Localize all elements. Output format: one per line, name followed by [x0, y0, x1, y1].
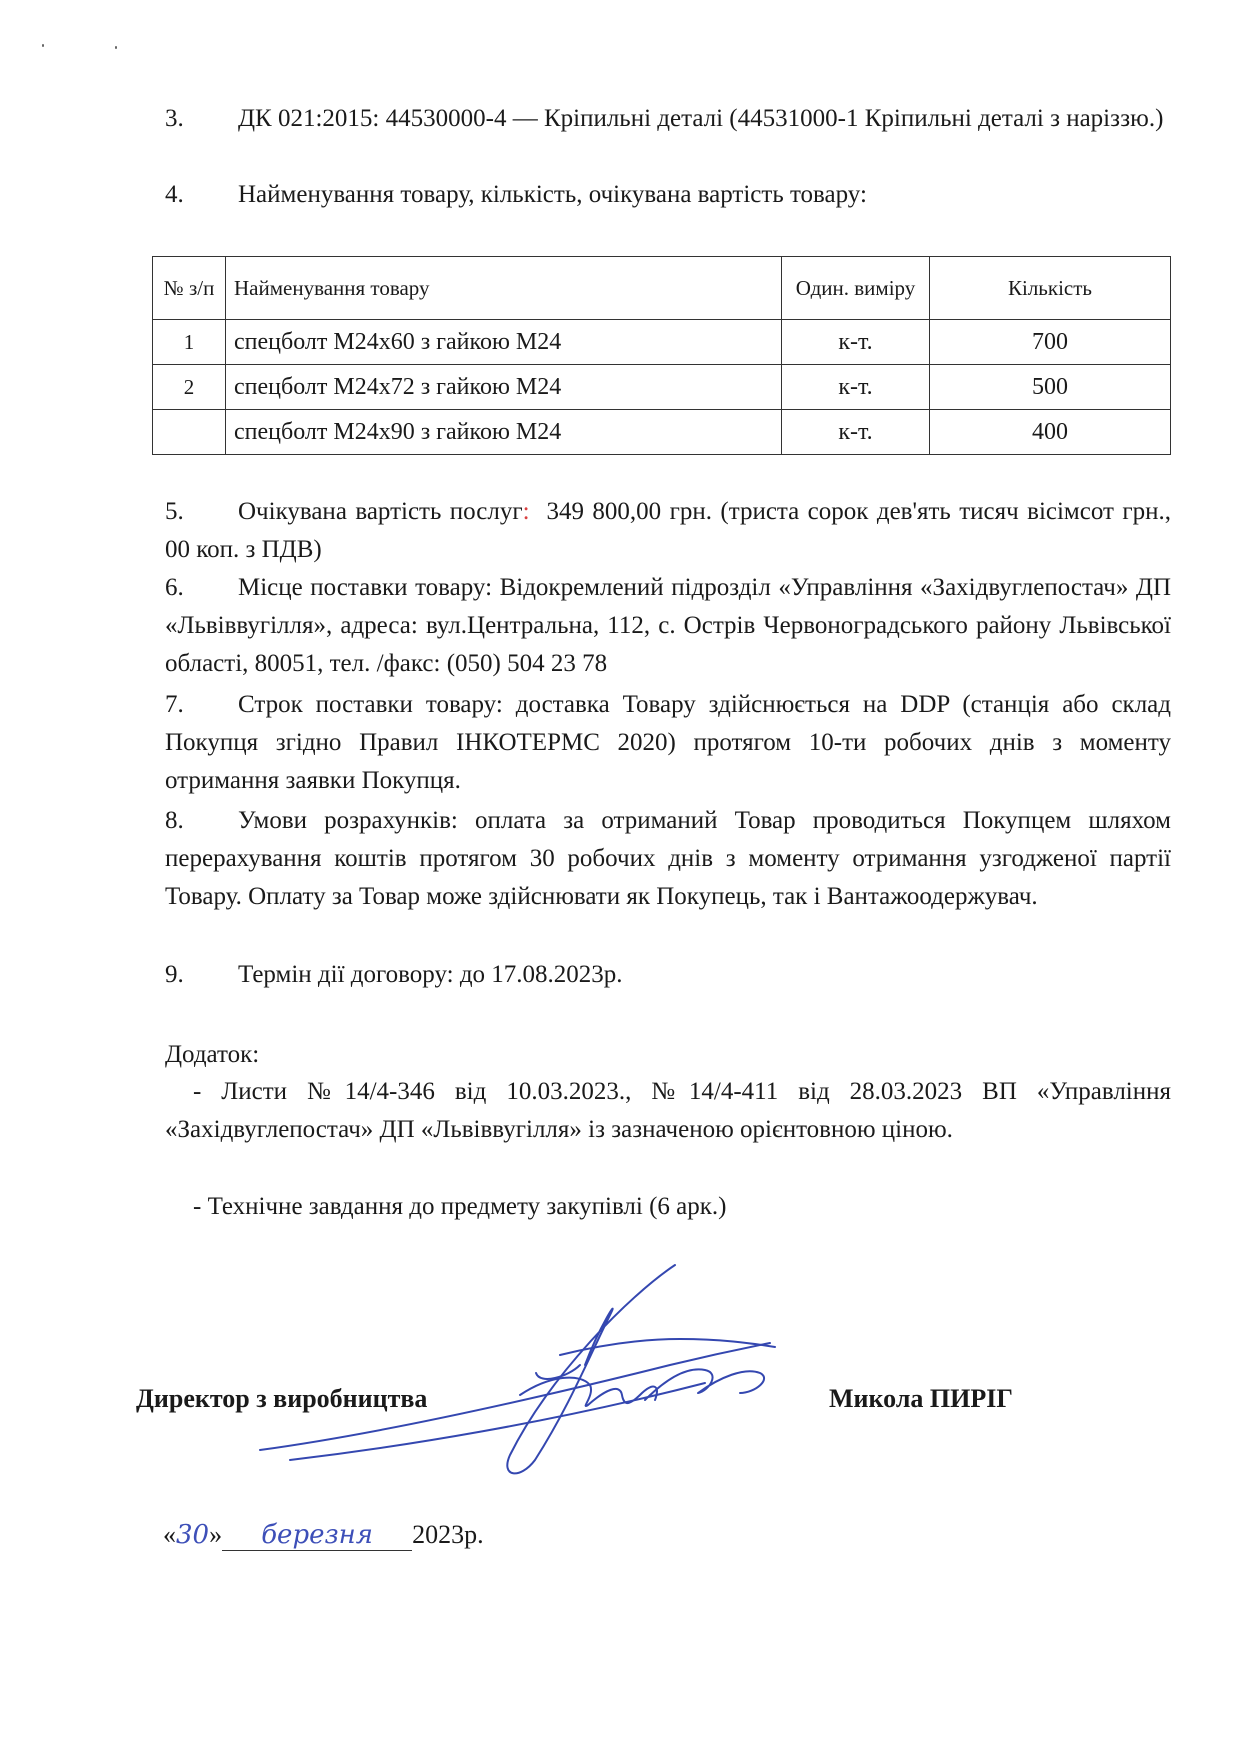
signatory-role: Директор з виробництва	[136, 1384, 428, 1413]
row-name: спецболт М24х60 з гайкою М24	[226, 320, 782, 365]
row-qty: 700	[930, 320, 1171, 365]
section-5-colon: :	[522, 498, 530, 525]
annex-item-text: - Технічне завдання до предмету закупівлі (6 арк.)	[193, 1193, 727, 1220]
row-name: спецболт М24х90 з гайкою М24	[226, 410, 782, 455]
section-number: 9.	[165, 961, 184, 988]
date-close-quote: »	[209, 1520, 223, 1549]
handwritten-signature	[250, 1255, 810, 1485]
date-year: 2023р.	[412, 1520, 484, 1549]
section-5-text: 349 800,00 грн. (триста сорок дев'ять тисяч вісімсот грн., 00 коп. з ПДВ)	[165, 498, 1172, 563]
table-row	[153, 410, 1171, 455]
header-name: Найменування товару	[226, 257, 782, 320]
date-day: 30	[176, 1520, 210, 1550]
section-5	[165, 493, 1171, 569]
section-8	[165, 802, 1171, 916]
section-3	[165, 100, 1171, 138]
header-num: № з/п	[153, 257, 226, 320]
row-num: 1	[153, 320, 226, 365]
row-num: 2	[153, 365, 226, 410]
header-unit: Один. виміру	[782, 257, 930, 320]
row-qty: 500	[930, 365, 1171, 410]
section-9-text: Термін дії договору: до 17.08.2023р.	[238, 961, 623, 988]
section-number: 7.	[165, 691, 184, 718]
annex-item	[165, 1073, 1171, 1149]
scan-speck	[42, 44, 44, 47]
row-unit: к-т.	[782, 410, 930, 455]
table-row	[153, 320, 1171, 365]
row-num	[153, 410, 226, 455]
section-5-label: Очікувана вартість послуг	[238, 498, 523, 525]
section-3-text: ДК 021:2015: 44530000-4 — Кріпильні деталі (44531000-1 Кріпильні деталі з наріззю.)	[238, 105, 1164, 132]
table-row	[153, 365, 1171, 410]
section-9	[165, 956, 1171, 994]
row-unit: к-т.	[782, 320, 930, 365]
section-number: 6.	[165, 574, 184, 601]
date-month-field	[222, 1520, 412, 1551]
section-number: 3.	[165, 105, 184, 132]
signatory-name: Микола ПИРІГ	[829, 1384, 1013, 1413]
row-qty: 400	[930, 410, 1171, 455]
row-name: спецболт М24х72 з гайкою М24	[226, 365, 782, 410]
section-7	[165, 686, 1171, 800]
goods-table	[152, 256, 1171, 455]
date-open-quote: «	[163, 1520, 176, 1549]
section-8-text: Умови розрахунків: оплата за отриманий Товар проводиться Покупцем шляхом перерахування коштів протягом 30 робочих днів з моменту отримання узгодженої партії Товару. Оплату за Товар може здійснювати як Покупець, так і Вантажоодержувач.	[165, 807, 1171, 910]
table-header-row	[153, 257, 1171, 320]
row-unit: к-т.	[782, 365, 930, 410]
section-number: 4.	[165, 181, 184, 208]
scan-speck	[115, 46, 117, 49]
header-qty: Кількість	[930, 257, 1171, 320]
section-number: 8.	[165, 807, 184, 834]
section-7-text: Строк поставки товару: доставка Товару здійснюється на DDP (станція або склад Покупця згідно Правил ІНКОТЕРМС 2020) протягом 10-ти робочих днів з моменту отримання заявки Покупця.	[165, 691, 1171, 794]
annex-item	[165, 1188, 1171, 1226]
signature-date	[163, 1520, 484, 1551]
date-month: березня	[261, 1520, 373, 1550]
annex-item-text: - Листи №14/4-346 від 10.03.2023., №14/4-411 від 28.03.2023 ВП «Управління «Західвуглепостач» ДП «Львіввугілля» із зазначеною орієнтовною ціною.	[165, 1078, 1171, 1143]
section-number: 5.	[165, 498, 184, 525]
section-6	[165, 569, 1171, 683]
section-4	[165, 176, 1171, 214]
section-4-text: Найменування товару, кількість, очікувана вартість товару:	[238, 181, 867, 208]
section-6-text: Місце поставки товару: Відокремлений підрозділ «Управління «Західвуглепостач» ДП «Львіввугілля», адреса: вул.Центральна, 112, с. Острів Червоноградського району Львівської області, 80051, тел. /факс: (050) 504 23 78	[165, 574, 1171, 677]
annex-title: Додаток:	[165, 1041, 260, 1068]
